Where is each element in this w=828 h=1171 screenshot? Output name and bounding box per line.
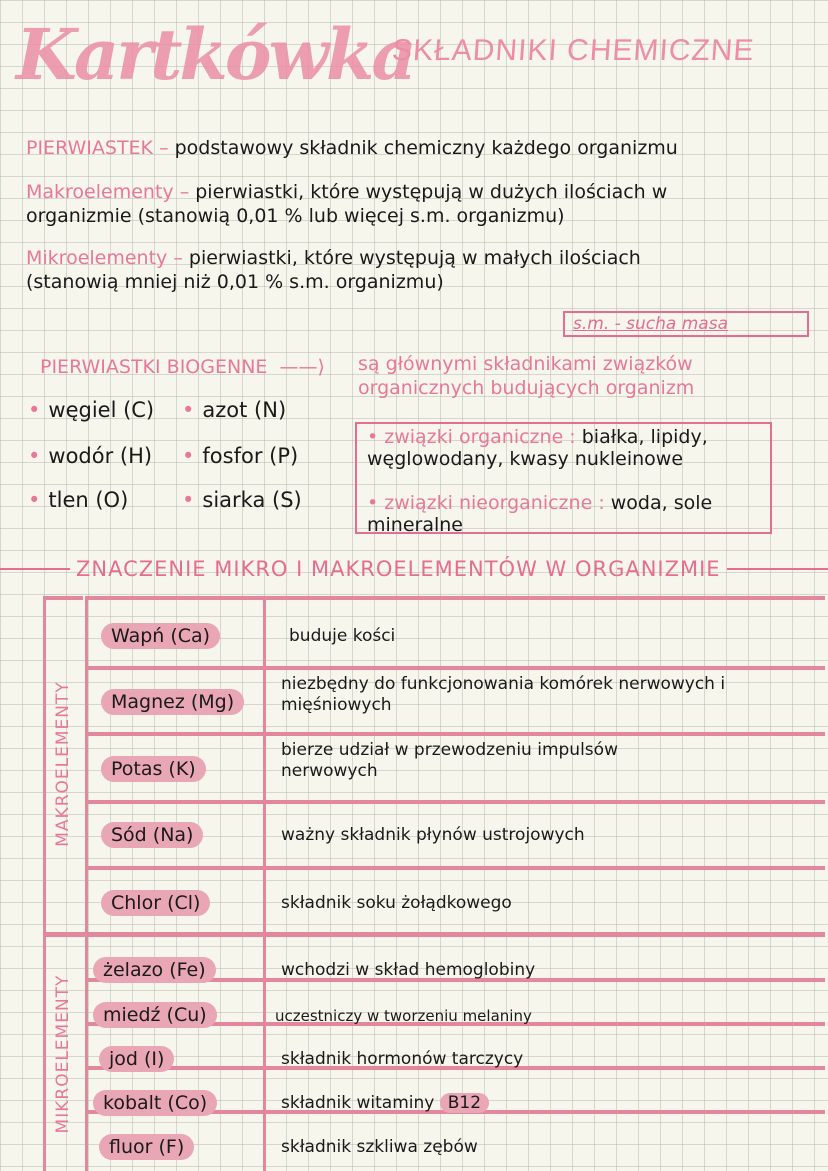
compounds-box [355, 422, 772, 534]
element-name: wodór (H) [48, 444, 153, 468]
element-role: składnik hormonów tarczycy [281, 1049, 524, 1069]
bullet-icon: • [367, 492, 385, 514]
group-label-makro: MAKROELEMENTY [53, 681, 73, 847]
element-role [281, 674, 725, 716]
compound-text-cont: węglowodany, kwasy nukleinowe [367, 448, 684, 470]
element-role: składnik szkliwa zębów [281, 1137, 478, 1157]
definition-text-cont: (stanowią mniej niż 0,01 % s.m. organizmu) [26, 271, 444, 293]
row-divider [87, 866, 825, 870]
table-border [43, 596, 46, 1171]
element-role-line: bierze udział w przewodzeniu impulsów [281, 740, 618, 760]
definition-text-cont: organizmie (stanowią 0,01 % lub więcej s.m. organizmu) [26, 205, 565, 227]
element-pill: miedź (Cu) [93, 1002, 217, 1028]
element-pill: Sód (Na) [101, 822, 203, 848]
element-bullet [182, 488, 302, 512]
vitamin-badge: B12 [440, 1093, 489, 1113]
note-box-sucha-masa: s.m. - sucha masa [563, 311, 809, 337]
compound-text: woda, sole [610, 492, 713, 514]
element-role: buduje kości [289, 626, 396, 646]
definition-makroelementy [26, 180, 667, 228]
element-pill: żelazo (Fe) [93, 957, 216, 983]
group-divider [43, 932, 825, 937]
definition-dash: – [173, 181, 196, 203]
element-name: fosfor (P) [202, 444, 299, 468]
compound-text: białka, lipidy, [581, 426, 708, 448]
definition-term: Mikroelementy [26, 247, 168, 269]
biogenic-description-line: są głównymi składnikami związków [358, 353, 693, 375]
element-pill: Magnez (Mg) [101, 689, 244, 715]
definition-text: podstawowy składnik chemiczny każdego organizmu [174, 137, 678, 159]
element-pill: Chlor (Cl) [101, 890, 210, 916]
bullet-icon: • [28, 444, 41, 468]
group-label-mikro: MIKROELEMENTY [53, 974, 73, 1134]
element-role: składnik soku żołądkowego [281, 893, 512, 913]
bullet-icon: • [182, 398, 195, 422]
element-bullet [182, 444, 298, 468]
element-role: wchodzi w skład hemoglobiny [281, 960, 536, 980]
biogenic-description-line: organicznych budujących organizm [358, 377, 695, 399]
element-role: uczestniczy w tworzeniu melaniny [275, 1007, 532, 1025]
row-divider [87, 732, 825, 736]
element-pill: kobalt (Co) [93, 1090, 217, 1116]
bullet-icon: • [367, 426, 385, 448]
compound-sep: : [563, 426, 582, 448]
compound-text-cont: mineralne [367, 514, 463, 536]
element-role-line: mięśniowych [281, 695, 392, 715]
definition-term: PIERWIASTEK [26, 137, 154, 159]
biogenic-description [358, 352, 694, 400]
biogenic-heading [40, 356, 325, 378]
compound-label: związki nieorganiczne [384, 492, 593, 514]
table-border [263, 596, 266, 1171]
compound-sep: : [592, 492, 611, 514]
compound-organic [367, 426, 760, 470]
definition-text: pierwiastki, które występują w małych ilościach [188, 247, 641, 269]
bullet-icon: • [182, 444, 195, 468]
element-role-text: składnik witaminy [281, 1093, 435, 1113]
bullet-icon: • [28, 398, 41, 422]
row-divider [87, 666, 825, 670]
element-pill: fluor (F) [99, 1134, 194, 1160]
page-title: Kartkówka [16, 13, 414, 96]
compound-inorganic [367, 492, 760, 536]
element-pill: jod (I) [99, 1046, 174, 1072]
element-role [281, 1093, 489, 1114]
biogenic-heading-text: PIERWIASTKI BIOGENNE [40, 356, 268, 378]
table-border [43, 596, 83, 600]
element-pill: Wapń (Ca) [101, 623, 220, 649]
definition-mikroelementy [26, 246, 641, 294]
element-name: siarka (S) [202, 488, 302, 512]
section-heading [0, 555, 828, 583]
element-name: tlen (O) [48, 488, 129, 512]
arrow-right-icon: ——⟩ [279, 356, 325, 378]
element-bullet [28, 444, 152, 468]
table-border [85, 596, 825, 600]
element-role: ważny składnik płynów ustrojowych [281, 825, 585, 845]
element-pill: Potas (K) [101, 756, 206, 782]
bullet-icon: • [28, 488, 41, 512]
divider [727, 568, 828, 570]
element-bullet [28, 488, 128, 512]
table-border [85, 596, 88, 1171]
definition-dash: – [167, 247, 189, 269]
definition-text: pierwiastki, które występują w dużych ilościach w [195, 181, 668, 203]
element-name: węgiel (C) [48, 398, 155, 422]
element-role [281, 740, 618, 782]
element-bullet [28, 398, 154, 422]
definition-pierwiastek [26, 136, 678, 160]
divider [0, 568, 70, 570]
elements-table [43, 596, 825, 1171]
element-name: azot (N) [202, 398, 287, 422]
row-divider [87, 800, 825, 804]
definition-term: Makroelementy [26, 181, 174, 203]
element-bullet [182, 398, 286, 422]
compound-label: związki organiczne [384, 426, 564, 448]
definition-dash: – [153, 137, 175, 159]
bullet-icon: • [182, 488, 195, 512]
element-role-line: niezbędny do funkcjonowania komórek nerwowych i [281, 674, 726, 694]
page-subtitle: SKŁADNIKI CHEMICZNE [390, 34, 756, 67]
element-role-line: nerwowych [281, 761, 378, 781]
section-heading-text: ZNACZENIE MIKRO I MAKROELEMENTÓW W ORGANIZMIE [76, 557, 721, 581]
